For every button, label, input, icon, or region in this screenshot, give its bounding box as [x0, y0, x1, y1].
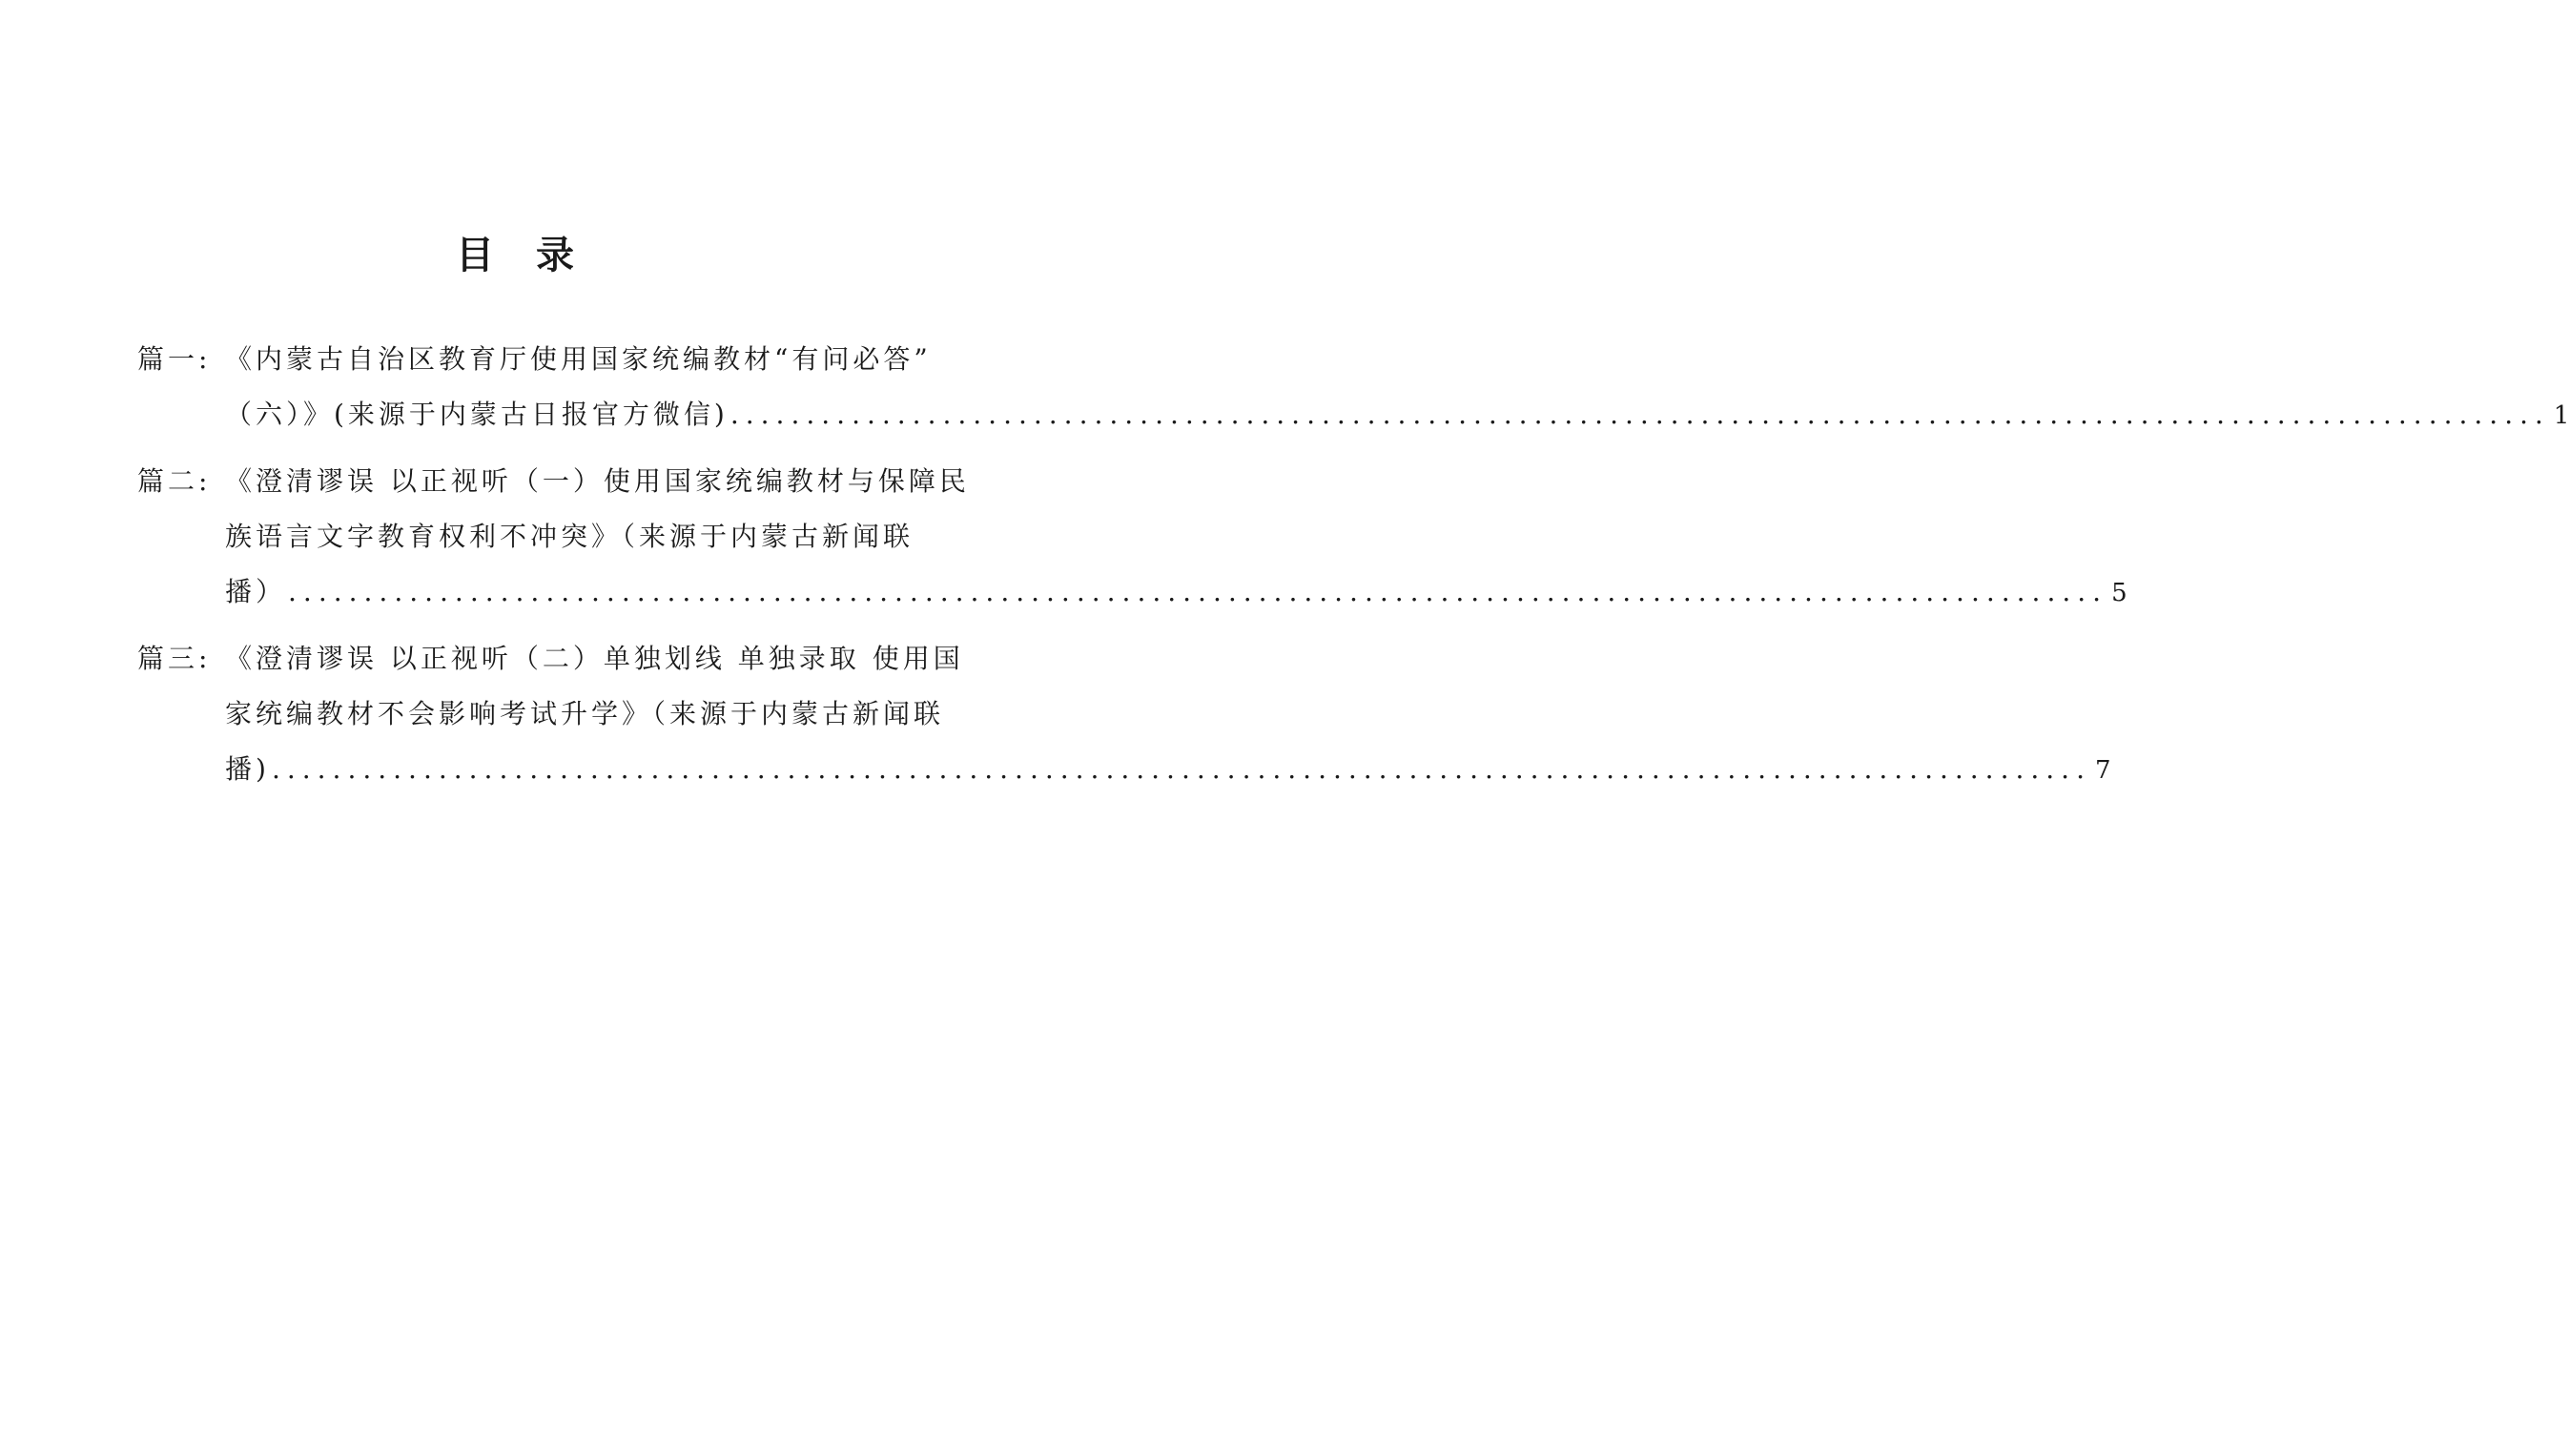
dot-leader [288, 564, 2107, 620]
toc-entry-last-line [225, 387, 2569, 443]
title-char-2: 录 [536, 234, 574, 277]
toc-entry-body [225, 454, 2127, 621]
toc-page-number: 5 [2111, 579, 2127, 607]
dot-leader [730, 387, 2550, 442]
toc-entry-label: 篇二: [137, 465, 212, 497]
toc-entry-label: 篇一: [137, 343, 212, 375]
toc-page-number: 7 [2094, 756, 2111, 785]
toc-entry-body [225, 332, 2569, 443]
toc-entry-body [225, 631, 2111, 798]
toc-entry-line: 《内蒙古自治区教育厅使用国家统编教材“有问必答” [225, 343, 932, 375]
toc-entry-tail: 播） [225, 576, 287, 607]
toc-entry-tail: 播) [225, 753, 270, 785]
toc-entry-tail: （六）》(来源于内蒙古日报官方微信) [225, 399, 729, 430]
toc-entry-last-line [225, 742, 2111, 798]
toc-entry-last-line [225, 564, 2127, 621]
toc-entry-label: 篇三: [137, 643, 212, 674]
title-char-1: 目 [456, 234, 494, 277]
toc-entry-3[interactable] [137, 631, 2111, 798]
toc-entry-line: 族语言文字教育权利不冲突》（来源于内蒙古新闻联 [225, 521, 915, 552]
toc-page-number: 1 [2553, 401, 2569, 430]
dot-leader [272, 742, 2091, 797]
toc-entry-line: 《澄清谬误 以正视听（二）单独划线 单独录取 使用国 [225, 643, 964, 674]
toc-entry-line: 《澄清谬误 以正视听（一）使用国家统编教材与保障民 [225, 465, 970, 497]
toc-entry-1[interactable] [137, 332, 2569, 443]
toc-entry-2[interactable] [137, 454, 2127, 621]
table-of-contents [137, 332, 2569, 809]
page-title [0, 225, 1030, 286]
toc-entry-line: 家统编教材不会影响考试升学》（来源于内蒙古新闻联 [225, 698, 945, 729]
